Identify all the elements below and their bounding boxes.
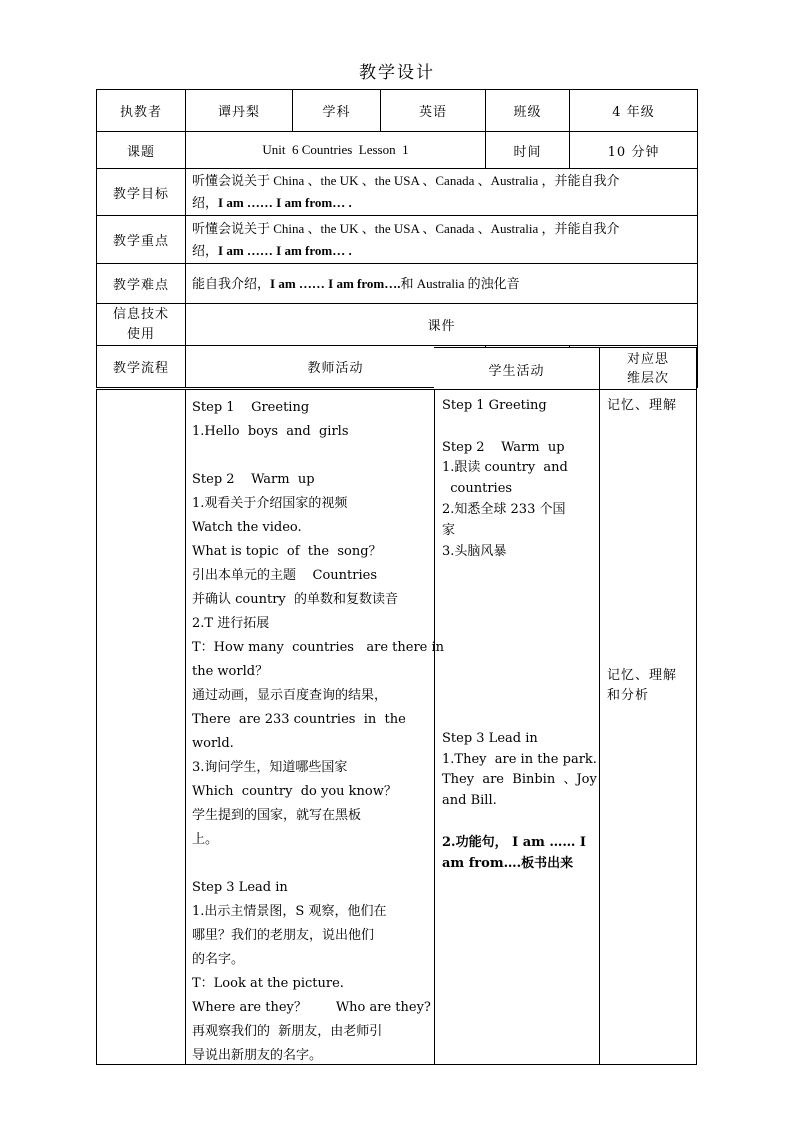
difficulty-text-c: 和 Australia 的浊化音	[400, 275, 520, 291]
info-tech-label-1: 信息技术	[112, 306, 169, 322]
teacher-activity-line: 通过动画，显示百度查询的结果，	[192, 688, 388, 703]
teacher-activity-line: Step 1 Greeting	[192, 400, 310, 415]
level-header	[599, 347, 697, 390]
teacher-activity-line: Step 2 Warm up	[192, 472, 315, 487]
teacher-activity-line: Where are they？ Who are they?	[192, 1000, 431, 1015]
student-activity-gap	[442, 708, 599, 729]
topic-value: Unit 6 Countries Lesson 1	[186, 132, 486, 169]
student-activity-gap	[442, 687, 599, 708]
student-activity-line: 3.头脑风暴	[442, 543, 507, 559]
student-activity-line: 2.知悉全球 233 个国	[442, 501, 566, 517]
teacher-activity-line: 并确认 country 的单数和复数读音	[192, 592, 399, 607]
focus-line-2b: I am …… I am from… .	[218, 242, 352, 258]
teacher-activity-line: 学生提到的国家，就写在黑板	[192, 808, 362, 823]
info-row-2	[97, 132, 698, 169]
topic-label: 课题	[97, 132, 186, 169]
teacher-activity-line: 1.观看关于介绍国家的视频	[192, 496, 348, 511]
teacher-activity-line: world.	[192, 736, 234, 751]
level-cell	[599, 389, 697, 1065]
student-activity-gap	[442, 562, 599, 583]
student-activity-bold-line: 2.功能句， I am …… I	[442, 834, 587, 850]
info-row-1	[97, 90, 698, 132]
student-activity-line: countries	[442, 481, 513, 497]
difficulty-label: 教学难点	[97, 264, 186, 304]
teacher-activity-header: 教师活动	[186, 346, 486, 388]
student-activity-line: Step 2 Warm up	[442, 439, 565, 455]
teacher-activity-line: the world？	[192, 664, 269, 679]
focus-row	[97, 216, 698, 264]
info-tech-label-2: 使用	[126, 326, 155, 342]
student-activity-gap	[442, 604, 599, 625]
difficulty-text	[186, 264, 698, 304]
teacher-activity-line: T：How many countries are there in	[192, 640, 445, 655]
teacher-label: 执教者	[97, 90, 186, 132]
level-1: 记忆、理解	[607, 398, 678, 413]
teacher-activity-line: 引出本单元的主题 Countries	[192, 568, 378, 583]
student-activity-line: 1.They are in the park.	[442, 751, 597, 767]
focus-label: 教学重点	[97, 216, 186, 264]
teacher-activity-line: 的名字。	[192, 952, 245, 967]
goal-line-2b: I am …… I am from… .	[218, 195, 352, 210]
goal-label: 教学目标	[97, 169, 186, 216]
teacher-activity-line: There are 233 countries in the	[192, 712, 406, 727]
student-activity-gap	[442, 666, 599, 687]
student-activity-line: 家	[442, 522, 456, 538]
time-value: 10 分钟	[570, 132, 698, 169]
student-activity-line: Step 3 Lead in	[442, 730, 538, 746]
subject-label: 学科	[293, 90, 381, 132]
student-activity-bold-line: am from….板书出来	[442, 855, 574, 871]
teacher-activity-gap	[192, 852, 428, 876]
lesson-plan-table	[96, 89, 698, 388]
teacher-activity-cell	[185, 389, 445, 1065]
flow-column	[96, 389, 186, 1065]
student-activity-line: and Bill.	[442, 793, 497, 809]
teacher-activity-line: 再观察我们的 新朋友，由老师引	[192, 1024, 383, 1039]
page-title: 教学设计	[359, 63, 435, 83]
difficulty-row	[97, 264, 698, 304]
class-value: 4 年级	[570, 90, 698, 132]
teacher-activity-line: 1.出示主情景图，S 观察，他们在	[192, 904, 387, 919]
teacher-activity-line: T：Look at the picture.	[192, 976, 344, 991]
teacher-activity-gap	[192, 444, 428, 468]
teacher-activity-line: 上。	[192, 832, 219, 847]
student-activity-line: They are Binbin 、Joy	[442, 772, 597, 788]
difficulty-text-a: 能自我介绍，	[192, 275, 271, 291]
level-2a: 记忆、理解	[607, 668, 678, 683]
teacher-activity-line: 3.询问学生，知道哪些国家	[192, 760, 348, 775]
focus-line-2a: 绍，	[192, 242, 219, 258]
info-tech-label	[97, 304, 186, 346]
teacher-activity-line: 2.T 进行拓展	[192, 616, 270, 631]
student-activity-gap	[442, 417, 599, 438]
student-activity-cell	[434, 389, 600, 1065]
teacher-value: 谭丹梨	[186, 90, 293, 132]
focus-line-1: 听懂会说关于 China 、the UK 、the USA 、Canada 、Australia ，并能自我介	[192, 220, 620, 236]
teacher-activity-line: 哪里？我们的老朋友，说出他们	[192, 928, 375, 943]
teacher-activity-line: Step 3 Lead in	[192, 880, 288, 895]
teacher-activity-line: Which country do you know？	[192, 784, 397, 799]
student-activity-header: 学生活动	[434, 347, 600, 390]
goal-line-1: 听懂会说关于 China 、the UK 、the USA 、Canada 、Australia ，并能自我介	[192, 173, 620, 188]
info-tech-value: 课件	[186, 304, 698, 346]
info-tech-row	[97, 304, 698, 346]
teacher-activity-line: Watch the video.	[192, 520, 302, 535]
student-activity-gap	[442, 583, 599, 604]
goal-row	[97, 169, 698, 216]
student-activity-gap	[442, 646, 599, 667]
teacher-activity-line: What is topic of the song？	[192, 544, 382, 559]
level-header-2: 维层次	[626, 371, 669, 386]
student-activity-line: Step 1 Greeting	[442, 398, 547, 413]
student-activity-line: 1.跟读 country and	[442, 460, 568, 476]
teacher-activity-line: 导说出新朋友的名字。	[192, 1048, 323, 1063]
subject-value: 英语	[381, 90, 486, 132]
flow-header: 教学流程	[97, 346, 186, 388]
class-label: 班级	[486, 90, 570, 132]
level-2b: 和分析	[607, 688, 650, 703]
goal-text	[186, 169, 698, 216]
student-activity-gap	[442, 812, 599, 833]
student-activity-gap	[442, 625, 599, 646]
focus-text	[186, 216, 698, 264]
time-label: 时间	[486, 132, 570, 169]
difficulty-text-b: I am …… I am from….	[270, 275, 401, 291]
level-header-1: 对应思	[626, 352, 669, 367]
goal-line-2a: 绍，	[192, 195, 219, 210]
teacher-activity-line: 1.Hello boys and girls	[192, 424, 349, 439]
